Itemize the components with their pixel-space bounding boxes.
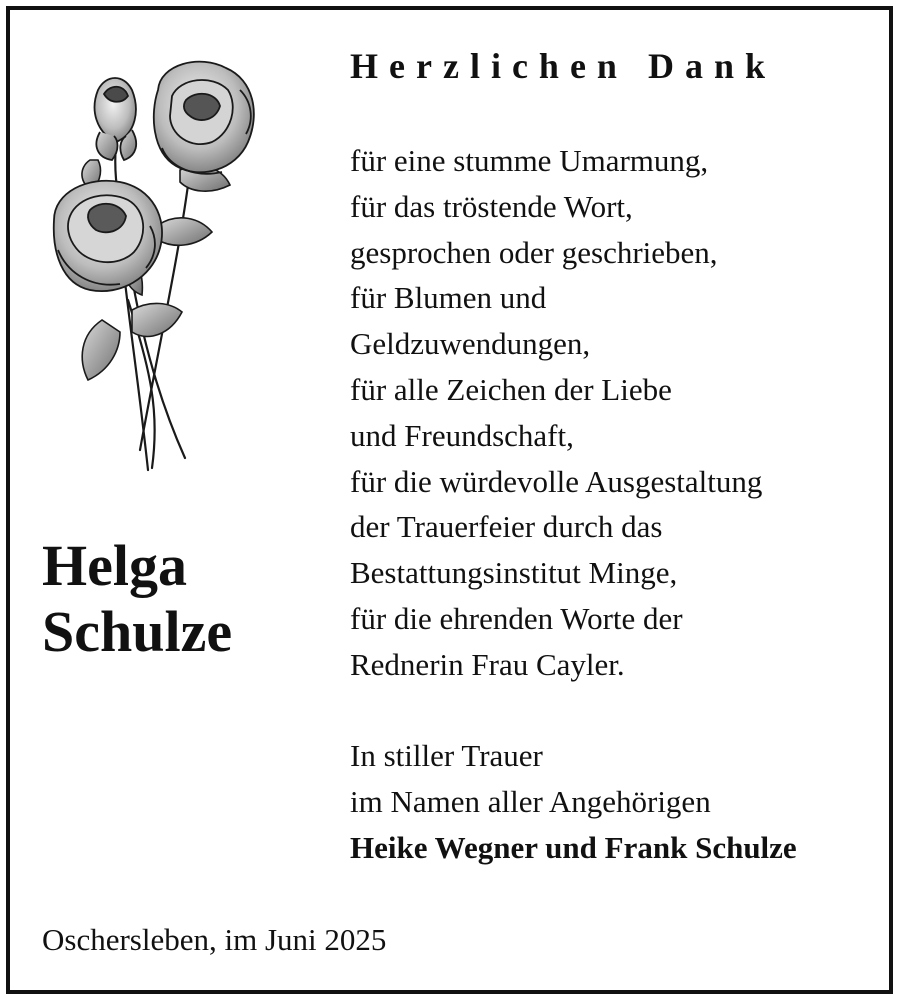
headline: Herzlichen Dank	[350, 46, 776, 86]
thanks-line: gesprochen oder geschrieben,	[350, 234, 718, 270]
closing-line: im Namen aller Angehörigen	[350, 783, 711, 819]
thanks-line: für Blumen und	[350, 280, 547, 316]
signers: Heike Wegner und Frank Schulze	[350, 829, 797, 865]
deceased-last-name: Schulze	[42, 599, 233, 664]
thanks-line: Rednerin Frau Cayler.	[350, 646, 625, 682]
deceased-first-name: Helga	[42, 533, 187, 598]
closing-line: In stiller Trauer	[350, 738, 543, 773]
thanks-text	[350, 138, 762, 688]
thanks-line: Bestattungsinstitut Minge,	[350, 555, 678, 591]
place-date: Oschersleben, im Juni 2025	[42, 922, 387, 957]
closing-block	[350, 733, 797, 870]
thanks-line: und Freundschaft,	[350, 417, 574, 453]
thanks-line: Geldzuwendungen,	[350, 326, 591, 362]
thanks-line: für das tröstende Wort,	[350, 188, 633, 224]
thanks-line: für die würdevolle Ausgestaltung	[350, 463, 763, 499]
thanks-line: der Trauerfeier durch das	[350, 509, 663, 545]
roses-icon	[40, 50, 280, 480]
thanks-line: für die ehrenden Worte der	[350, 600, 683, 636]
deceased-name	[42, 533, 232, 665]
thanks-line: für eine stumme Umarmung,	[350, 143, 709, 178]
thanks-line: für alle Zeichen der Liebe	[350, 371, 672, 407]
